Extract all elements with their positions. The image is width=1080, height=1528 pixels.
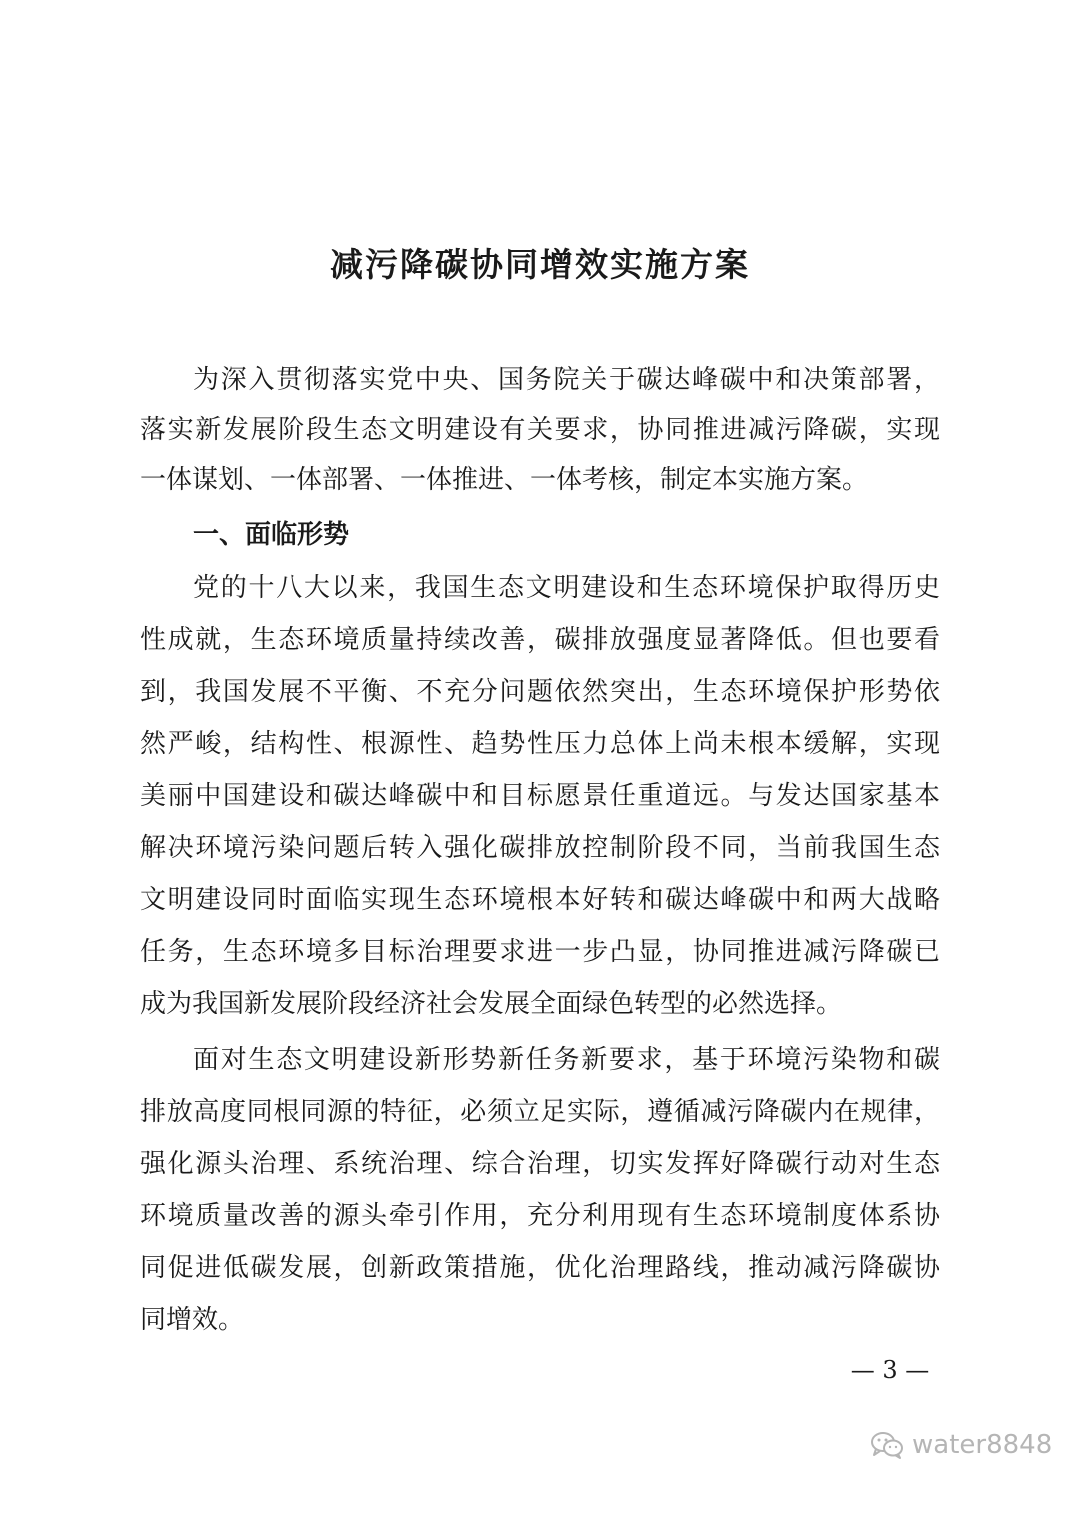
watermark: [870, 1425, 1052, 1465]
document-title: 减污降碳协同增效实施方案: [330, 245, 750, 284]
wechat-icon: [870, 1430, 904, 1460]
paragraph2-line-3: 强化源头治理、系统治理、综合治理，切实发挥好降碳行动对生态: [140, 1149, 940, 1179]
paragraph1-line-4: 然严峻，结构性、根源性、趋势性压力总体上尚未根本缓解，实现: [140, 729, 940, 759]
paragraph1-line-6: 解决环境污染问题后转入强化碳排放控制阶段不同，当前我国生态: [140, 833, 940, 863]
section-heading: 一、面临形势: [193, 520, 350, 550]
paragraph1-line-5: 美丽中国建设和碳达峰碳中和目标愿景任重道远。与发达国家基本: [140, 781, 940, 811]
paragraph2-line-6: 同增效。: [140, 1305, 245, 1335]
paragraph2-line-2: 排放高度同根同源的特征，必须立足实际，遵循减污降碳内在规律，: [140, 1097, 940, 1127]
paragraph1-line-2: 性成就，生态环境质量持续改善，碳排放强度显著降低。但也要看: [140, 625, 940, 655]
intro-line-1: 为深入贯彻落实党中央、国务院关于碳达峰碳中和决策部署，: [193, 365, 940, 395]
paragraph1-line-7: 文明建设同时面临实现生态环境根本好转和碳达峰碳中和两大战略: [140, 885, 940, 915]
paragraph2-line-1: 面对生态文明建设新形势新任务新要求，基于环境污染物和碳: [193, 1045, 940, 1075]
paragraph1-line-1: 党的十八大以来，我国生态文明建设和生态环境保护取得历史: [193, 573, 940, 603]
paragraph1-line-9: 成为我国新发展阶段经济社会发展全面绿色转型的必然选择。: [140, 989, 843, 1019]
intro-line-3: 一体谋划、一体部署、一体推进、一体考核，制定本实施方案。: [140, 465, 869, 495]
paragraph2-line-4: 环境质量改善的源头牵引作用，充分利用现有生态环境制度体系协: [140, 1201, 940, 1231]
page-number: — 3 —: [850, 1356, 930, 1384]
intro-line-2: 落实新发展阶段生态文明建设有关要求，协同推进减污降碳，实现: [140, 415, 940, 445]
paragraph1-line-8: 任务，生态环境多目标治理要求进一步凸显，协同推进减污降碳已: [140, 937, 940, 967]
paragraph1-line-3: 到，我国发展不平衡、不充分问题依然突出，生态环境保护形势依: [140, 677, 940, 707]
watermark-text: water8848: [912, 1430, 1053, 1460]
paragraph2-line-5: 同促进低碳发展，创新政策措施，优化治理路线，推动减污降碳协: [140, 1253, 940, 1283]
